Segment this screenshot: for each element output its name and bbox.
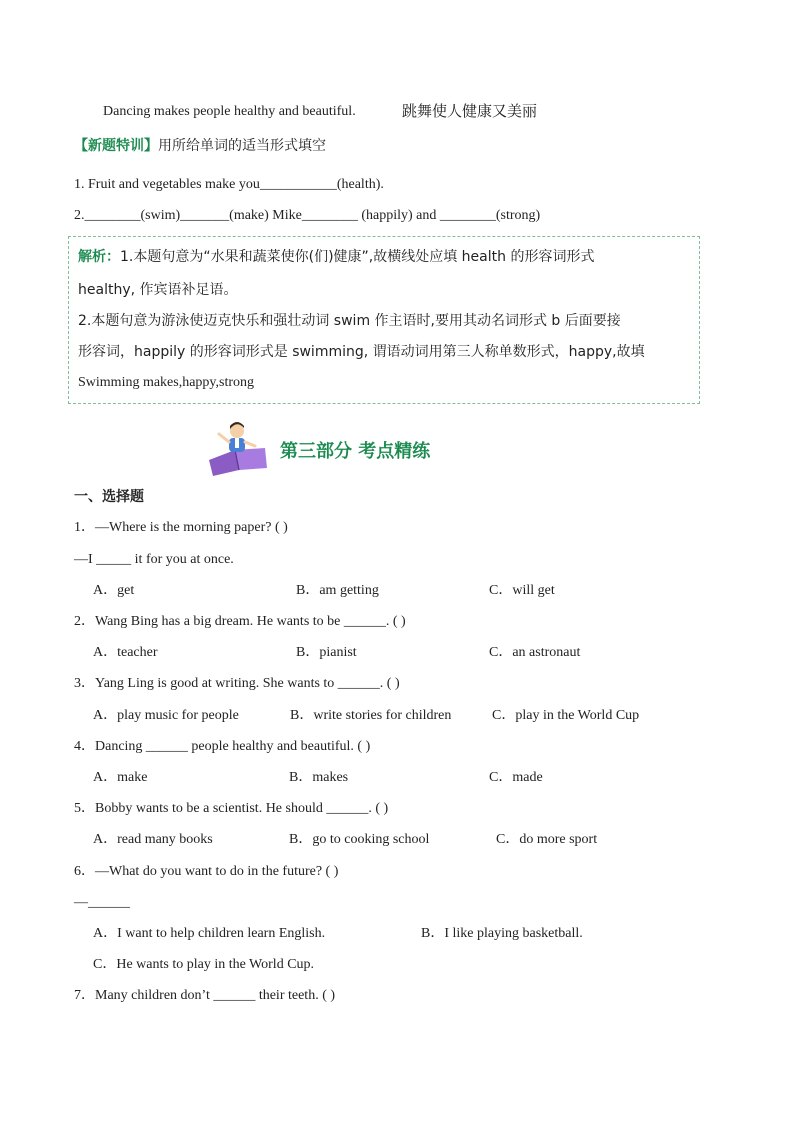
question-5-option-a[interactable]: A．read many books (93, 832, 213, 847)
question-4-option-a[interactable]: A．make (93, 770, 148, 785)
question-1-stem: 1．—Where is the morning paper? ( ) (74, 520, 288, 535)
question-3-option-b[interactable]: B．write stories for children (290, 708, 452, 723)
question-6-option-a[interactable]: A．I want to help children learn English. (93, 926, 326, 941)
question-6-stem-2: —______ (74, 895, 130, 910)
question-1-option-b[interactable]: B．am getting (296, 583, 379, 598)
practice-question-1: 1. Fruit and vegetables make you___________(health). (74, 177, 384, 192)
question-3-stem: 3．Yang Ling is good at writing. She wants to ______. ( ) (74, 676, 400, 691)
question-6-option-b[interactable]: B．I like playing basketball. (421, 926, 583, 941)
question-5-option-b[interactable]: B．go to cooking school (289, 832, 430, 847)
analysis-line-5: Swimming makes,happy,strong (78, 375, 255, 390)
question-1-option-a[interactable]: A．get (93, 583, 135, 598)
section-one-title: 一、选择题 (74, 489, 144, 505)
question-4-stem: 4．Dancing ______ people healthy and beautiful. ( ) (74, 739, 371, 754)
question-7-stem: 7．Many children don’t ______ their teeth. ( ) (74, 988, 336, 1003)
student-reading-icon (205, 420, 271, 476)
question-4-option-b[interactable]: B．makes (289, 770, 349, 785)
question-2-option-a[interactable]: A．teacher (93, 645, 158, 660)
new-practice-tag: 【新题特训】 (74, 138, 158, 154)
question-3-option-a[interactable]: A．play music for people (93, 708, 239, 723)
question-3-option-c[interactable]: C．play in the World Cup (492, 708, 640, 723)
question-6-option-c[interactable]: C．He wants to play in the World Cup. (93, 957, 315, 972)
question-5-option-c[interactable]: C．do more sport (496, 832, 598, 847)
analysis-line-1: 解析：1.本题句意为“水果和蔬菜使你(们)健康”,故横线处应填 health 的形容词形式 (78, 249, 595, 265)
new-practice-heading (74, 139, 326, 153)
question-2-option-c[interactable]: C．an astronaut (489, 645, 581, 660)
new-practice-instruction: 用所给单词的适当形式填空 (158, 138, 326, 154)
analysis-line-2: healthy, 作宾语补足语。 (78, 282, 238, 298)
analysis-line-3: 2.本题句意为游泳使迈克快乐和强壮动词 swim 作主语时,要用其动名词形式 b 后面要接 (78, 313, 621, 329)
analysis-label: 解析： (78, 249, 120, 265)
question-5-stem: 5．Bobby wants to be a scientist. He should ______. ( ) (74, 801, 389, 816)
question-6-stem: 6．—What do you want to do in the future? ( ) (74, 864, 339, 879)
question-4-option-c[interactable]: C．made (489, 770, 543, 785)
part-three-heading (205, 420, 505, 476)
practice-question-2: 2.________(swim)_______(make) Mike________ (happily) and ________(strong) (74, 208, 541, 223)
example-sentence-cn: 跳舞使人健康又美丽 (402, 102, 538, 120)
analysis-line-4: 形容词，happily 的形容词形式是 swimming, 谓语动词用第三人称单数形式，happy,故填 (78, 344, 645, 360)
part-three-title: 第三部分 考点精练 (280, 441, 431, 462)
question-2-option-b[interactable]: B．pianist (296, 645, 357, 660)
example-sentence-en: Dancing makes people healthy and beautiful. (103, 104, 356, 119)
question-1-stem-2: —I _____ it for you at once. (74, 552, 234, 567)
question-2-stem: 2．Wang Bing has a big dream. He wants to be ______. ( ) (74, 614, 406, 629)
question-1-option-c[interactable]: C．will get (489, 583, 555, 598)
